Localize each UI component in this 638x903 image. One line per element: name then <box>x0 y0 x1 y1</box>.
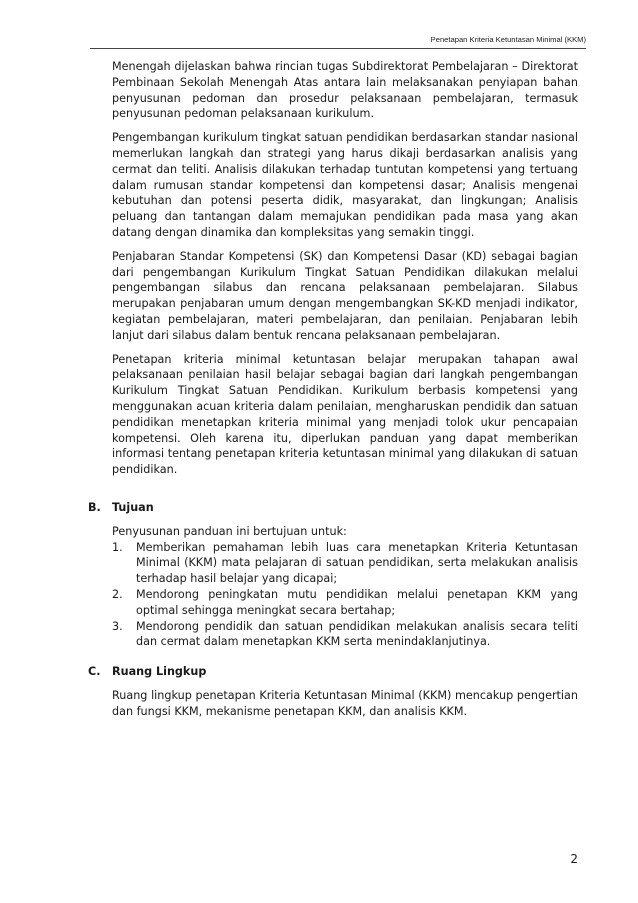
intro-paragraph-4: Penetapan kriteria minimal ketuntasan belajar merupakan tahapan awal pelaksanaan penilaian hasil belajar sebagai bagian dari langkah pengembangan Kurikulum Tingkat Satuan Pendidikan. Kurikulum berbasis kompetensi yang menggunakan acuan kriteria dalam penilaian, mengharuskan pendidik dan satuan pendidikan menetapkan kriteria minimal yang menjadi tolok ukur pencapaian kompetensi. Oleh karena itu, diperlukan panduan yang dapat memberikan informasi tentang penetapan kriteria ketuntasan minimal yang dilakukan di satuan pendidikan. <box>112 352 578 477</box>
section-letter: B. <box>88 500 101 514</box>
list-item <box>112 540 578 587</box>
section-tujuan <box>88 500 578 650</box>
list-text: Memberikan pemahaman lebih luas cara menetapkan Kriteria Ketuntasan Minimal (KKM) mata pelajaran di satuan pendidikan, serta melakukan analisis terhadap hasil belajar yang dicapai; <box>136 540 578 586</box>
section-heading-tujuan <box>88 500 578 516</box>
list-number: 2. <box>112 587 123 601</box>
intro-paragraph-1: Menengah dijelaskan bahwa rincian tugas Subdirektorat Pembelajaran – Direktorat Pembinaan Sekolah Menengah Atas antara lain melaksanakan penyiapan bahan penyusunan pedoman dan prosedur pelaksanaan pembelajaran, termasuk penyusunan pedoman pelaksanaan kurikulum. <box>112 60 578 121</box>
section-title: Ruang Lingkup <box>112 665 207 679</box>
list-number: 3. <box>112 619 123 633</box>
section-body: Ruang lingkup penetapan Kriteria Ketuntasan Minimal (KKM) mencakup pengertian dan fungsi KKM, mekanisme penetapan KKM, dan analisis KKM. <box>112 688 578 718</box>
page-body <box>88 59 578 727</box>
section-lead: Penyusunan panduan ini bertujuan untuk: <box>112 524 347 538</box>
list-item <box>112 587 578 619</box>
section-heading-ruang-lingkup <box>88 664 578 680</box>
objectives-list <box>112 540 578 651</box>
list-number: 1. <box>112 540 123 554</box>
list-text: Mendorong pendidik dan satuan pendidikan melakukan analisis secara teliti dan cermat dalam menetapkan KKM serta menindaklanjutinya. <box>136 619 578 649</box>
section-title: Tujuan <box>112 500 154 514</box>
header-rule <box>90 48 586 49</box>
intro-paragraph-3: Penjabaran Standar Kompetensi (SK) dan Kompetensi Dasar (KD) sebagai bagian dari pengembangan Kurikulum Tingkat Satuan Pendidikan dilakukan melalui pengembangan silabus dan rencana pelaksanaan pembelajaran. Silabus merupakan penjabaran umum dengan mengembangkan SK-KD menjadi indikator, kegiatan pembelajaran, materi pembelajaran, dan penilaian. Penjabaran lebih lanjut dari silabus dalam bentuk rencana pelaksanaan pembelajaran. <box>112 249 578 342</box>
page-number: 2 <box>570 852 578 866</box>
list-item <box>112 619 578 651</box>
section-letter: C. <box>88 665 101 679</box>
section-ruang-lingkup <box>88 664 578 719</box>
list-text: Mendorong peningkatan mutu pendidikan melalui penetapan KKM yang optimal sehingga meningkat secara bertahap; <box>136 587 578 617</box>
intro-paragraph-2: Pengembangan kurikulum tingkat satuan pendidikan berdasarkan standar nasional memerlukan langkah dan strategi yang harus dikaji berdasarkan analisis yang cermat dan teliti. Analisis dilakukan terhadap tuntutan kompetensi yang tertuang dalam rumusan standar kompetensi dan kompetensi dasar; Analisis mengenai kebutuhan dan potensi peserta didik, masyarakat, dan lingkungan; Analisis peluang dan tantangan dalam memajukan pendidikan pada masa yang akan datang dengan dinamika dan kompleksitas yang semakin tinggi. <box>112 131 578 239</box>
running-header: Penetapan Kriteria Ketuntasan Minimal (KKM) <box>430 35 586 44</box>
